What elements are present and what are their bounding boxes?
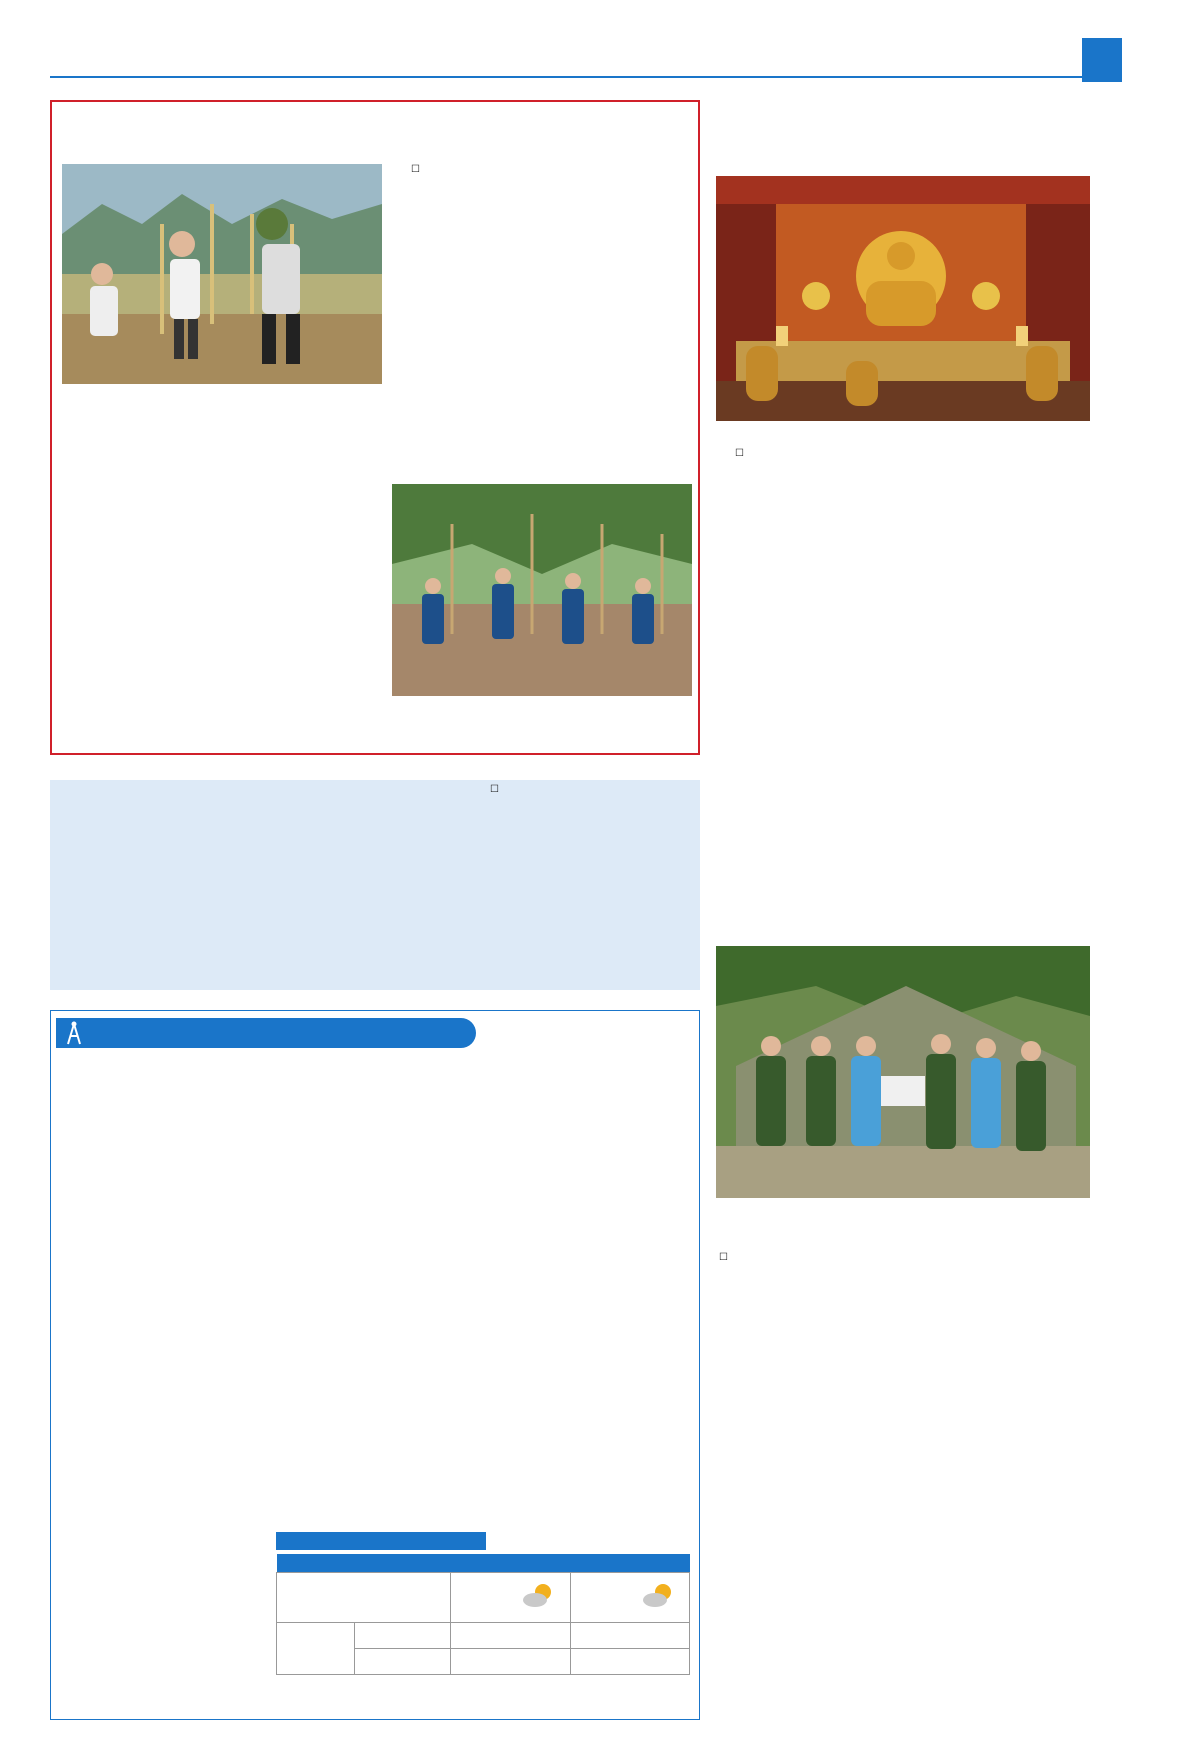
row-low <box>355 1622 451 1648</box>
header-rule <box>50 76 1090 78</box>
tv-col2 <box>276 1052 476 1054</box>
tree-planting-photo-1 <box>62 164 382 384</box>
end-mark: ☐ <box>490 784 499 795</box>
pagoda-photo <box>716 176 1090 421</box>
article3-col1 <box>62 888 262 890</box>
col-time <box>277 1554 451 1572</box>
article4-text <box>716 1242 1090 1267</box>
tv-tower-icon <box>62 1020 86 1046</box>
row-weather <box>277 1572 451 1622</box>
row-temp <box>277 1622 355 1674</box>
tv-col1 <box>62 1056 262 1058</box>
weather-table <box>276 1554 690 1675</box>
day1-low <box>451 1622 571 1648</box>
day2-high <box>570 1648 690 1674</box>
weather-header <box>276 1532 690 1550</box>
col-day2 <box>570 1554 690 1572</box>
article1-right-text <box>392 160 692 179</box>
end-mark: ☐ <box>411 164 420 175</box>
weather-title-bar <box>276 1532 486 1550</box>
tv-title-bar <box>56 1018 476 1048</box>
article-muong-la-box <box>50 780 700 990</box>
donation-photo <box>716 946 1090 1198</box>
article1-left-text <box>62 426 382 428</box>
footer-bar <box>50 1730 1140 1750</box>
col-day1 <box>451 1554 571 1572</box>
cloud-sun-icon <box>641 1582 677 1613</box>
weather-panel <box>276 1532 690 1712</box>
end-mark: ☐ <box>735 448 744 459</box>
article2-text <box>716 444 1090 463</box>
day1-high <box>451 1648 571 1674</box>
row-high <box>355 1648 451 1674</box>
page-number <box>1082 38 1122 82</box>
tree-planting-photo-2 <box>392 484 692 696</box>
article3-col3 <box>490 780 690 799</box>
day2-low <box>570 1622 690 1648</box>
end-mark: ☐ <box>719 1252 728 1263</box>
cloud-sun-icon <box>521 1582 557 1613</box>
